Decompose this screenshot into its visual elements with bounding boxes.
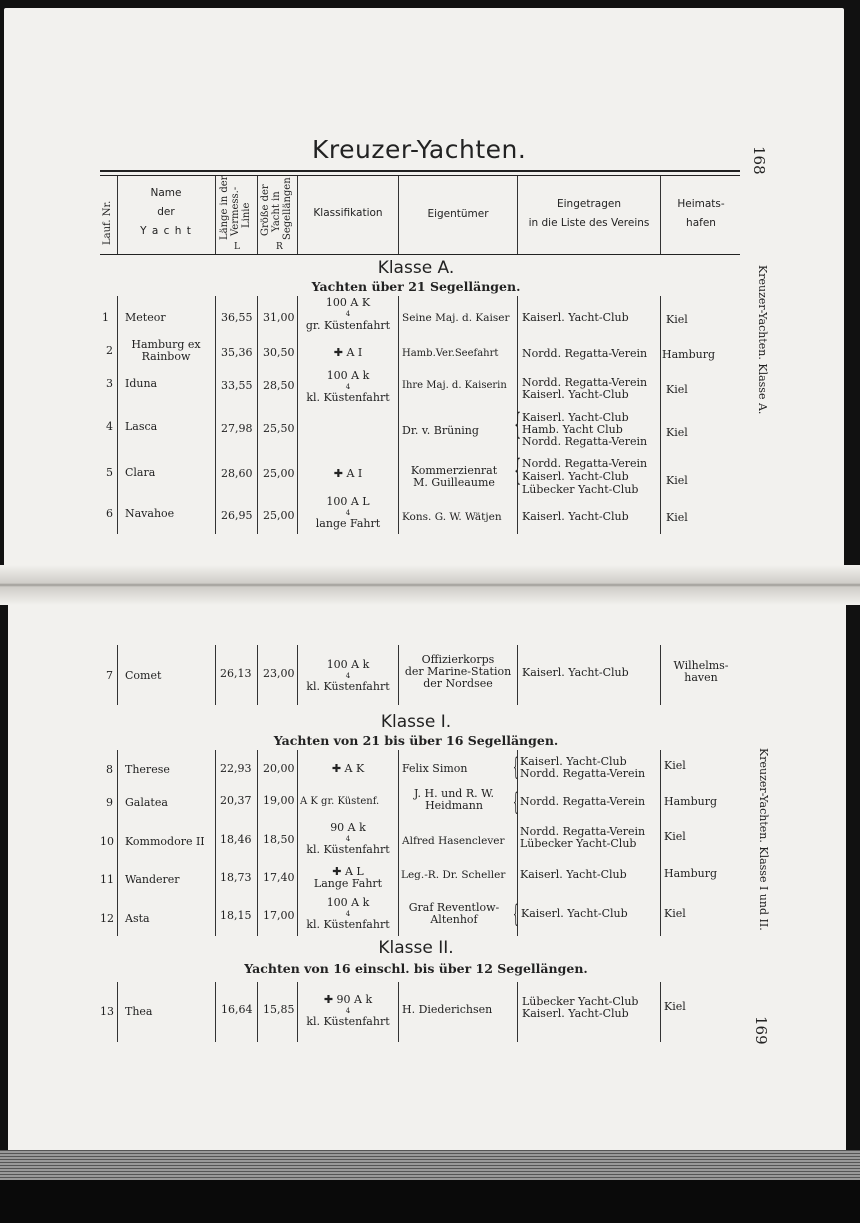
- row-eigentuemer: Ihre Maj. d. Kaiserin: [402, 380, 507, 391]
- row-name: Lasca: [125, 420, 158, 433]
- header-laenge-2: Vermess.-: [230, 186, 241, 236]
- row-eigentuemer: Hamb.Ver.Seefahrt: [402, 348, 499, 359]
- row-laenge: 18,73: [220, 871, 252, 884]
- row-klass-2: 4: [345, 835, 351, 843]
- header-laenge-1: Länge in der: [219, 175, 230, 240]
- header-heimatshafen-2: hafen: [686, 217, 716, 229]
- brace-icon: {: [512, 788, 519, 816]
- row-groesse: 30,50: [263, 346, 295, 359]
- row-nr: 9: [106, 796, 113, 809]
- row-hafen: Hamburg: [664, 867, 718, 880]
- row-name: Therese: [125, 763, 170, 776]
- row-groesse: 28,50: [263, 379, 295, 392]
- row-eingetragen-1: Kaiserl. Yacht-Club: [522, 666, 629, 679]
- row-klass-3: lange Fahrt: [315, 517, 381, 530]
- background: [0, 1180, 860, 1223]
- row-nr: 8: [106, 763, 113, 776]
- header-nr: Lauf. Nr.: [102, 200, 113, 245]
- row-eingetragen-2: Hamb. Yacht Club: [522, 423, 623, 436]
- row-eingetragen-1: Lübecker Yacht-Club: [522, 995, 639, 1008]
- row-eigentuemer: Seine Maj. d. Kaiser: [402, 312, 510, 324]
- header-name-3: Y a c h t: [140, 225, 192, 237]
- row-hafen: Kiel: [664, 759, 686, 772]
- row-groesse: 15,85: [263, 1003, 295, 1016]
- row-eingetragen-1: Kaiserl. Yacht-Club: [522, 311, 629, 324]
- row-laenge: 16,64: [221, 1003, 253, 1016]
- row-eingetragen-2: Lübecker Yacht-Club: [520, 837, 637, 850]
- header-top-rule: [100, 170, 740, 172]
- row-groesse: 25,50: [263, 422, 295, 435]
- row-laenge: 26,13: [220, 667, 252, 680]
- row-hafen-2: haven: [684, 671, 718, 684]
- header-laenge-l: L: [234, 242, 240, 252]
- row-laenge: 18,15: [220, 909, 252, 922]
- row-klass-1: ✚ 90 A k: [323, 993, 373, 1006]
- row-name: Wanderer: [125, 873, 180, 886]
- row-eingetragen-1: Kaiserl. Yacht-Club: [522, 411, 629, 424]
- header-laenge-3: Linie: [241, 202, 252, 228]
- row-nr: 11: [100, 873, 114, 886]
- row-groesse: 19,00: [263, 794, 295, 807]
- row-klass-1: ✚ A I: [333, 346, 363, 359]
- row-nr: 4: [106, 420, 113, 433]
- running-head-bottom: Kreuzer-Yachten. Klasse I und II.: [757, 748, 770, 931]
- row-hafen: Wilhelms-: [673, 659, 729, 672]
- row-nr: 10: [100, 835, 114, 848]
- row-nr: 13: [100, 1005, 114, 1018]
- row-laenge: 36,55: [221, 311, 253, 324]
- page-number-top: 168: [750, 146, 768, 175]
- row-name: Meteor: [125, 311, 166, 324]
- row-nr: 3: [106, 377, 113, 390]
- page-edges: [0, 1150, 860, 1180]
- brace-icon: {: [514, 407, 521, 442]
- row-klass-3: gr. Küstenfahrt: [305, 319, 391, 332]
- row-eigentuemer-2: Heidmann: [425, 799, 483, 812]
- row-eingetragen-2: Kaiserl. Yacht-Club: [522, 470, 629, 483]
- row-nr: 1: [102, 311, 109, 324]
- header-groesse-1: Größe der: [260, 184, 271, 236]
- row-name: Navahoe: [125, 507, 175, 520]
- row-klass-1: 100 A k: [326, 369, 370, 382]
- header-name-2: der: [157, 206, 175, 218]
- row-eigentuemer-3: der Nordsee: [423, 677, 493, 690]
- page-number-bottom: 169: [752, 1016, 770, 1045]
- row-eingetragen-1: Nordd. Regatta-Verein: [520, 795, 646, 808]
- row-groesse: 31,00: [263, 311, 295, 324]
- header-bottom-rule: [100, 254, 740, 255]
- row-eingetragen-1: Kaiserl. Yacht-Club: [520, 755, 627, 768]
- row-hafen: Kiel: [664, 1000, 686, 1013]
- row-eingetragen-1: Nordd. Regatta-Verein: [520, 825, 646, 838]
- page-top: [4, 8, 844, 588]
- row-eingetragen-1: Kaiserl. Yacht-Club: [521, 907, 628, 920]
- row-laenge: 35,36: [221, 346, 253, 359]
- row-nr: 5: [106, 466, 113, 479]
- running-head-top: Kreuzer-Yachten. Klasse A.: [756, 265, 769, 415]
- row-klass-2: 4: [345, 1007, 351, 1015]
- row-eigentuemer-2: Altenhof: [430, 913, 478, 926]
- row-name: Comet: [125, 669, 162, 682]
- header-groesse-2: Yacht in: [271, 191, 282, 232]
- row-groesse: 17,40: [263, 871, 295, 884]
- row-klass-1: A K gr. Küstenf.: [300, 796, 380, 807]
- row-klass-1: 100 A k: [326, 658, 370, 671]
- row-hafen: Kiel: [664, 830, 686, 843]
- row-hafen: Hamburg: [662, 348, 716, 361]
- row-name: Asta: [125, 912, 150, 925]
- row-eingetragen-1: Nordd. Regatta-Verein: [522, 457, 648, 470]
- row-eigentuemer: H. Diederichsen: [402, 1003, 493, 1016]
- row-hafen: Kiel: [666, 474, 688, 487]
- row-eigentuemer: Felix Simon: [402, 762, 468, 775]
- row-eigentuemer: J. H. und R. W.: [414, 787, 494, 800]
- row-klass-1: ✚ A I: [333, 467, 363, 480]
- row-klass-2: 4: [345, 910, 351, 918]
- row-klass-3: Lange Fahrt: [313, 877, 383, 890]
- header-groesse-r: R: [276, 242, 283, 252]
- row-laenge: 27,98: [221, 422, 253, 435]
- row-hafen: Kiel: [666, 511, 688, 524]
- row-hafen: Kiel: [664, 907, 686, 920]
- row-hafen: Kiel: [666, 383, 688, 396]
- row-eigentuemer: Dr. v. Brüning: [402, 424, 479, 437]
- header-eigentuemer: Eigentümer: [427, 208, 489, 220]
- klasse-1-title: Klasse I.: [380, 712, 452, 732]
- row-groesse: 20,00: [263, 762, 295, 775]
- brace-icon: {: [514, 453, 521, 488]
- row-klass-3: kl. Küstenfahrt: [306, 918, 390, 931]
- row-name: Kommodore II: [125, 835, 205, 848]
- row-klass-3: kl. Küstenfahrt: [306, 843, 390, 856]
- row-groesse: 25,00: [263, 467, 295, 480]
- row-laenge: 18,46: [220, 833, 252, 846]
- row-klass-1: ✚ A K: [331, 762, 365, 775]
- row-name: Galatea: [125, 796, 168, 809]
- row-eingetragen-1: Kaiserl. Yacht-Club: [522, 510, 629, 523]
- row-klass-1: 90 A k: [330, 821, 366, 834]
- row-nr: 7: [106, 669, 113, 682]
- brace-icon: {: [512, 900, 519, 928]
- row-klass-3: kl. Küstenfahrt: [306, 680, 390, 693]
- row-eingetragen-1: Kaiserl. Yacht-Club: [520, 868, 627, 881]
- row-laenge: 20,37: [220, 794, 252, 807]
- row-nr: 2: [106, 344, 113, 357]
- row-name: Thea: [125, 1005, 153, 1018]
- header-eingetragen-2: in die Liste des Vereins: [528, 217, 650, 229]
- row-klass-3: kl. Küstenfahrt: [306, 391, 390, 404]
- row-hafen: Kiel: [666, 313, 688, 326]
- row-laenge: 26,95: [221, 509, 253, 522]
- row-eingetragen-2: Kaiserl. Yacht-Club: [522, 1007, 629, 1020]
- row-eingetragen-1: Nordd. Regatta-Verein: [522, 376, 648, 389]
- row-klass-1: 100 A k: [326, 896, 370, 909]
- row-laenge: 22,93: [220, 762, 252, 775]
- row-eigentuemer: Offizierkorps: [421, 653, 495, 666]
- book-gutter: [0, 565, 860, 605]
- row-eingetragen-2: Nordd. Regatta-Verein: [520, 767, 646, 780]
- brace-icon: {: [512, 753, 519, 781]
- row-groesse: 23,00: [263, 667, 295, 680]
- row-eigentuemer-2: der Marine-Station: [404, 665, 512, 678]
- row-eingetragen-3: Nordd. Regatta-Verein: [522, 435, 648, 448]
- row-eingetragen-1: Nordd. Regatta-Verein: [522, 347, 648, 360]
- row-klass-3: kl. Küstenfahrt: [306, 1015, 390, 1028]
- row-groesse: 18,50: [263, 833, 295, 846]
- row-nr: 12: [100, 912, 114, 925]
- klasse-1-subtitle: Yachten von 21 bis über 16 Segellängen.: [273, 733, 559, 748]
- row-eingetragen-2: Kaiserl. Yacht-Club: [522, 388, 629, 401]
- row-klass-1: 100 A L: [326, 495, 370, 508]
- row-klass-2: 4: [345, 509, 351, 517]
- row-eigentuemer: Graf Reventlow-: [408, 901, 500, 914]
- row-eigentuemer: Alfred Hasenclever: [402, 835, 505, 847]
- klasse-a-title: Klasse A.: [377, 258, 455, 278]
- header-name-1: Name: [150, 187, 182, 199]
- row-klass-2: 4: [345, 310, 351, 318]
- row-groesse: 17,00: [263, 909, 295, 922]
- header-eingetragen-1: Eingetragen: [557, 198, 621, 210]
- row-name: Hamburg ex: [131, 338, 201, 351]
- row-klass-1: ✚ A L: [332, 865, 364, 878]
- row-name-2: Rainbow: [141, 350, 191, 363]
- row-nr: 6: [106, 507, 113, 520]
- row-klass-1: 100 A K: [325, 296, 371, 309]
- row-eingetragen-3: Lübecker Yacht-Club: [522, 483, 639, 496]
- row-hafen: Hamburg: [664, 795, 718, 808]
- klasse-2-subtitle: Yachten von 16 einschl. bis über 12 Segellängen.: [244, 961, 588, 976]
- row-name: Iduna: [125, 377, 158, 390]
- klasse-a-subtitle: Yachten über 21 Segellängen.: [311, 279, 521, 294]
- row-name: Clara: [125, 466, 156, 479]
- row-groesse: 25,00: [263, 509, 295, 522]
- row-klass-2: 4: [345, 672, 351, 680]
- row-eigentuemer: Leg.-R. Dr. Scheller: [401, 869, 506, 881]
- header-klassifikation: Klassifikation: [313, 207, 383, 219]
- header-heimatshafen-1: Heimats-: [677, 198, 725, 210]
- row-eigentuemer-2: M. Guilleaume: [413, 476, 495, 489]
- row-eigentuemer: Kons. G. W. Wätjen: [402, 511, 502, 523]
- header-top-rule-thin: [100, 175, 740, 176]
- row-laenge: 33,55: [221, 379, 253, 392]
- row-laenge: 28,60: [221, 467, 253, 480]
- row-eigentuemer: Kommerzienrat: [410, 464, 498, 477]
- row-hafen: Kiel: [666, 426, 688, 439]
- row-klass-2: 4: [345, 383, 351, 391]
- klasse-2-title: Klasse II.: [378, 938, 454, 958]
- header-groesse-3: Segellängen: [282, 177, 293, 240]
- page-title: Kreuzer-Yachten.: [312, 135, 527, 164]
